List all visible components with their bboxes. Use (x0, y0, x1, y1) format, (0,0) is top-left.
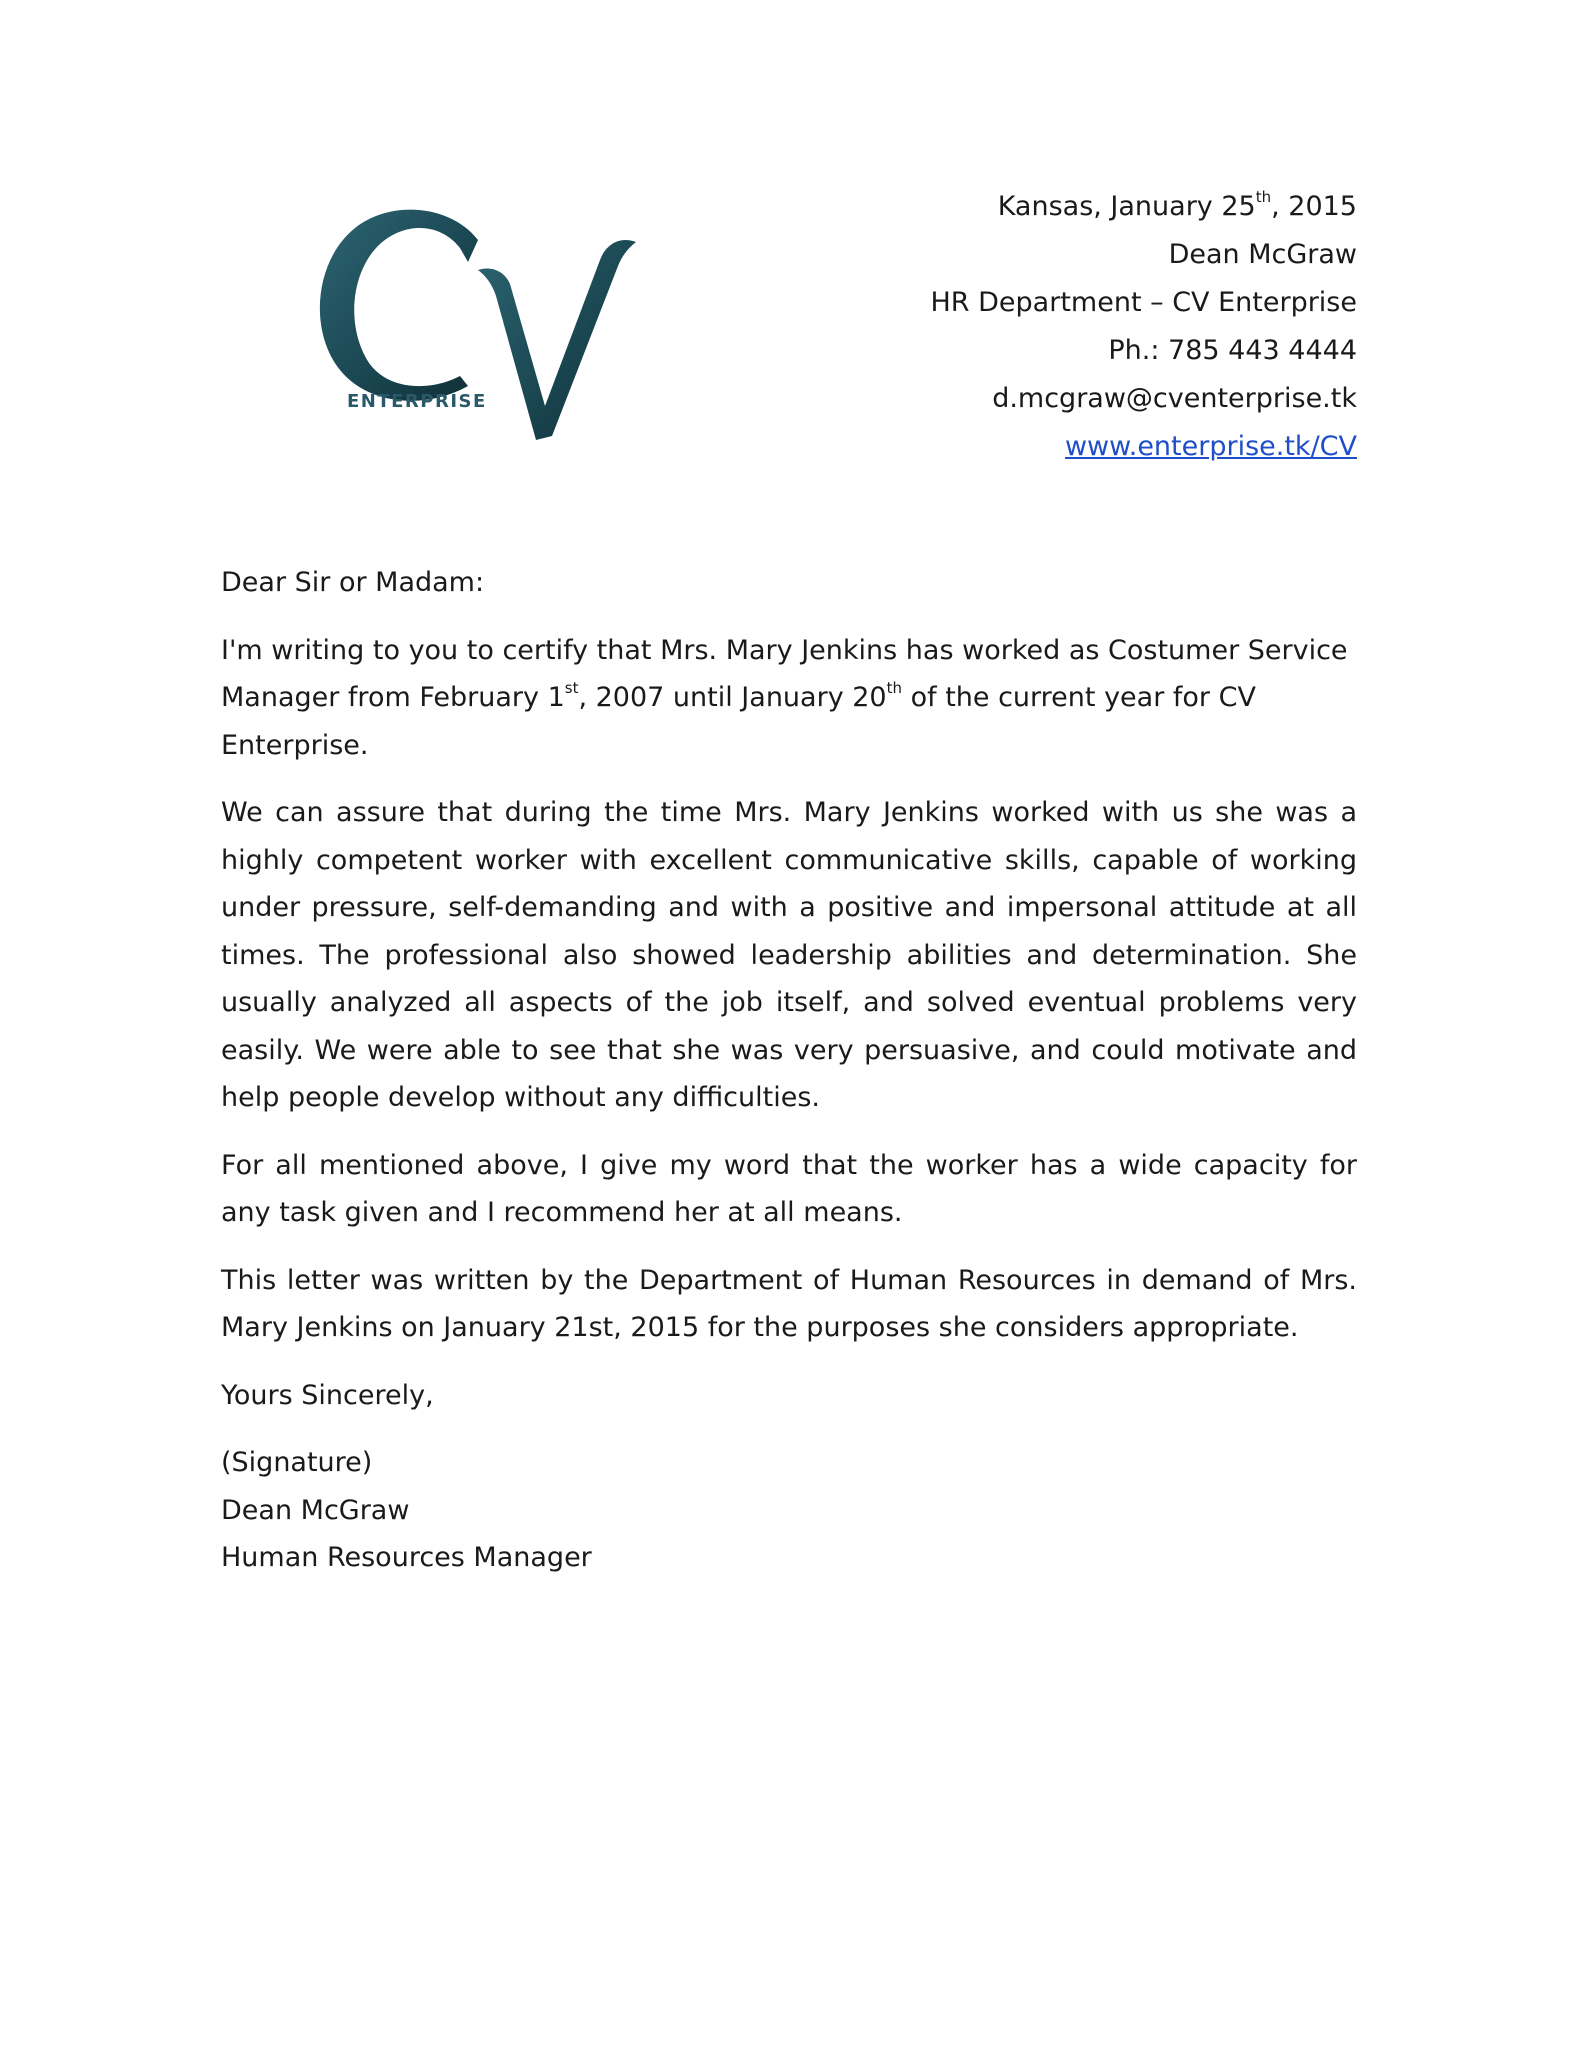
letter-body (221, 559, 1357, 1602)
date-suffix: , 2015 (1271, 191, 1357, 222)
closing: Yours Sincerely, (221, 1379, 434, 1411)
date-line (657, 183, 1357, 231)
signer-title: Human Resources Manager (221, 1542, 592, 1573)
cv-enterprise-logo (300, 200, 650, 450)
date-superscript: th (1255, 188, 1272, 206)
signature-block (221, 1439, 1357, 1582)
signer-name: Dean McGraw (221, 1494, 410, 1526)
salutation: Dear Sir or Madam: (221, 567, 485, 598)
website-link[interactable]: www.enterprise.tk/CV (1064, 431, 1357, 462)
sender-department: HR Department – CV Enterprise (930, 287, 1357, 318)
paragraph-4: This letter was written by the Department of Human Resources in demand of Mrs. Mary Jenkins on January 21st, 2015 for the purposes she considers appropriate. (221, 1264, 1357, 1343)
sender-phone: Ph.: 785 443 4444 (1108, 335, 1357, 366)
logo-letter-c (320, 210, 478, 401)
superscript-st: st (564, 679, 579, 697)
cv-logo-graphic (300, 200, 650, 450)
date-prefix: Kansas, January 25 (997, 191, 1256, 222)
letter-header (657, 183, 1357, 471)
paragraph-1: I'm writing to you to certify that Mrs. Mary Jenkins has worked as Costumer Service Manager from February 1st, 2007 until January 20th of the current year for CV Enterprise. (221, 634, 1348, 761)
logo-letter-v (478, 240, 636, 440)
signature-placeholder: (Signature) (221, 1447, 373, 1478)
sender-email: d.mcgraw@cventerprise.tk (992, 383, 1357, 414)
paragraph-3: For all mentioned above, I give my word that the worker has a wide capacity for any task given and I recommend her at all means. (221, 1149, 1357, 1228)
logo-wordmark: ENTERPRISE (347, 391, 487, 412)
superscript-th: th (886, 679, 902, 697)
sender-name: Dean McGraw (1168, 239, 1357, 270)
paragraph-2: We can assure that during the time Mrs. Mary Jenkins worked with us she was a highly competent worker with excellent communicative skills, capable of working under pressure, self-demanding and with a positive and impersonal attitude at all times. The professional also showed leadership abilities and determination. She usually analyzed all aspects of the job itself, and solved eventual problems very easily. We were able to see that she was very persuasive, and could motivate and help people develop without any difficulties. (221, 797, 1357, 1113)
